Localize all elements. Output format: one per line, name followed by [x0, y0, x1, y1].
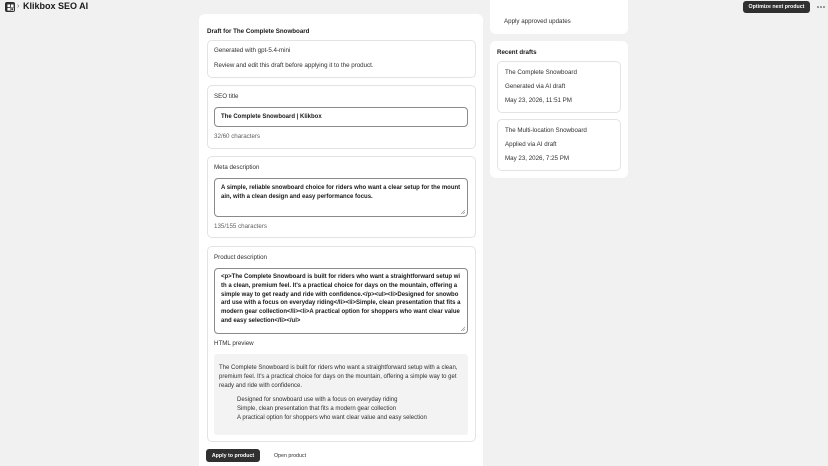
open-product-button[interactable]: Open product: [273, 452, 307, 459]
apply-to-product-button[interactable]: Apply to product: [206, 449, 260, 462]
seo-title-label: SEO title: [214, 93, 239, 100]
preview-list-item: A practical option for shoppers who want clear value and easy selection: [237, 415, 427, 422]
draft-date: May 23, 2026, 11:51 PM: [505, 97, 572, 104]
seo-title-input[interactable]: [214, 107, 468, 127]
recent-draft-item[interactable]: [497, 61, 621, 113]
review-note: Review and edit this draft before applying it to the product.: [214, 62, 374, 69]
meta-description-label: Meta description: [214, 164, 260, 171]
model-note: Generated with gpt-5.4-mini: [214, 47, 291, 54]
html-preview-label: HTML preview: [214, 340, 254, 347]
apply-updates-panel: [490, 0, 628, 34]
preview-list: [237, 396, 427, 424]
draft-title: The Multi-location Snowboard: [505, 127, 587, 134]
meta-description-count: 135/155 characters: [214, 223, 267, 230]
meta-description-value: A simple, reliable snowboard choice for riders who want a clear setup for the mountain, with a clean design and easy performance focus.: [221, 185, 461, 200]
recent-drafts-heading: Recent drafts: [497, 49, 537, 56]
draft-status: Generated via AI draft: [505, 83, 566, 90]
top-bar: [0, 0, 828, 14]
app-grid-icon[interactable]: [5, 2, 15, 12]
app-title: Klikbox SEO AI: [23, 1, 89, 11]
draft-status: Applied via AI draft: [505, 141, 557, 148]
preview-list-item: Simple, clean presentation that fits a modern gear collection: [237, 406, 397, 413]
preview-list-item: Designed for snowboard use with a focus on everyday riding: [237, 397, 398, 403]
seo-title-count: 32/60 characters: [214, 133, 261, 140]
meta-description-textarea[interactable]: [214, 178, 468, 217]
draft-info-card: [207, 40, 476, 78]
seo-title-value: The Complete Snowboard | Klikbox: [221, 114, 322, 120]
product-description-label: Product description: [214, 254, 267, 261]
product-description-value: <p>The Complete Snowboard is built for riders who want a straightforward setup with a clean, premium feel. It's a practical choice for days on the mountain, offering a simple way to get ready and ride with confidence.</p><ul><li>Designed for snowboard use with a focus on everyday riding</li><li>Simple, clean presentation that fits a modern gear collection</li><li>A practical option for shoppers who want clear value and easy selection</li></ul>: [221, 274, 461, 324]
recent-draft-item[interactable]: [497, 119, 621, 171]
preview-paragraph: The Complete Snowboard is built for riders who want a straightforward setup with a clean, premium feel. It's a practical choice for days on the mountain, offering a simple way to get ready and ride with confidence.: [219, 365, 458, 390]
more-horizontal-icon[interactable]: [816, 1, 826, 13]
draft-heading: Draft for The Complete Snowboard: [207, 28, 310, 35]
draft-title: The Complete Snowboard: [505, 69, 577, 76]
apply-approved-updates-item[interactable]: Apply approved updates: [504, 18, 571, 25]
draft-date: May 23, 2026, 7:25 PM: [505, 155, 569, 162]
optimize-next-product-button[interactable]: Optimize next product: [743, 1, 810, 13]
product-description-textarea[interactable]: [214, 268, 468, 334]
breadcrumb-chevron-icon: ›: [17, 3, 20, 10]
resize-grip-icon[interactable]: [460, 326, 465, 331]
resize-grip-icon[interactable]: [460, 209, 465, 214]
html-preview: [214, 354, 468, 435]
